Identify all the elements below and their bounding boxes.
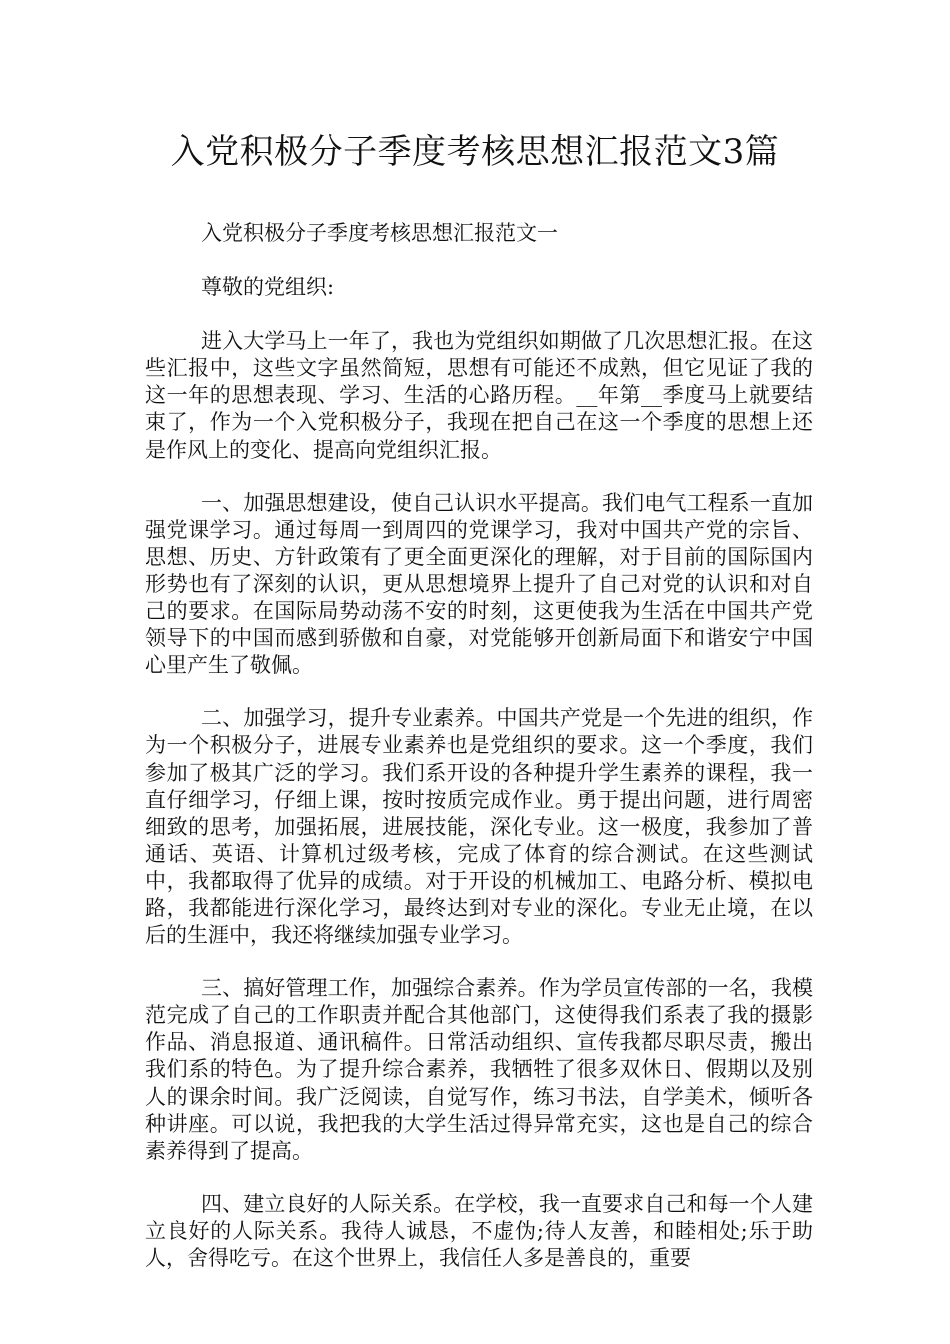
spacer: [145, 247, 813, 274]
paragraph: 一、加强思想建设，使自己认识水平提高。我们电气工程系一直加强党课学习。通过每周一到周四的党课学习，我对中国共产党的宗旨、思想、历史、方针政策有了更全面更深化的理解，对于目前的国际国内形势也有了深刻的认识，更从思想境界上提升了自己对党的认识和对自己的要求。在国际局势动荡不安的时刻，这更使我为生活在中国共产党领导下的中国而感到骄傲和自豪，对党能够开创新局面下和谐安宁中国心里产生了敬佩。: [145, 490, 813, 678]
spacer: [145, 679, 813, 705]
document-body: [145, 220, 813, 1272]
paragraph: 二、加强学习，提升专业素养。中国共产党是一个先进的组织，作为一个积极分子，进展专业素养也是党组织的要求。这一个季度，我们参加了极其广泛的学习。我们系开设的各种提升学生素养的课程，我一直仔细学习，仔细上课，按时按质完成作业。勇于提出问题，进行周密细致的思考，加强拓展，进展技能，深化专业。这一极度，我参加了普通话、英语、计算机过级考核，完成了体育的综合测试。在这些测试中，我都取得了优异的成绩。对于开设的机械加工、电路分析、模拟电路，我都能进行深化学习，最终达到对专业的深化。专业无止境，在以后的生涯中，我还将继续加强专业学习。: [145, 706, 813, 948]
paragraph: 四、建立良好的人际关系。在学校，我一直要求自己和每一个人建立良好的人际关系。我待人诚恳，不虚伪;待人友善，和睦相处;乐于助人，舍得吃亏。在这个世界上，我信任人多是善良的，重要: [145, 1191, 813, 1270]
document-title: 入党积极分子季度考核思想汇报范文3篇: [170, 132, 780, 172]
spacer: [145, 301, 813, 328]
paragraph: 三、搞好管理工作，加强综合素养。作为学员宣传部的一名，我模范完成了自己的工作职责并配合其他部门，这使得我们系表了我的摄影作品、消息报道、通讯稿件。日常活动组织、宣传我都尽职尽责，搬出我们系的特色。为了提升综合素养，我牺牲了很多双休日、假期以及别人的课余时间。我广泛阅读，自觉写作，练习书法，自学美术，倾听各种讲座。可以说，我把我的大学生活过得异常充实，这也是自己的综合素养得到了提高。: [145, 976, 813, 1163]
section-subtitle: 入党积极分子季度考核思想汇报范文一: [201, 221, 558, 245]
spacer: [145, 1165, 813, 1191]
spacer: [145, 949, 813, 975]
paragraph: 进入大学马上一年了，我也为党组织如期做了几次思想汇报。在这些汇报中，这些文字虽然简短，思想有可能还不成熟，但它见证了我的这一年的思想表现、学习、生活的心路历程。__年第__季度马上就要结束了，作为一个入党积极分子，我现在把自己在这一个季度的思想上还是作风上的变化、提高向党组织汇报。: [145, 329, 813, 462]
spacer: [145, 464, 813, 490]
salutation: 尊敬的党组织:: [201, 275, 335, 300]
